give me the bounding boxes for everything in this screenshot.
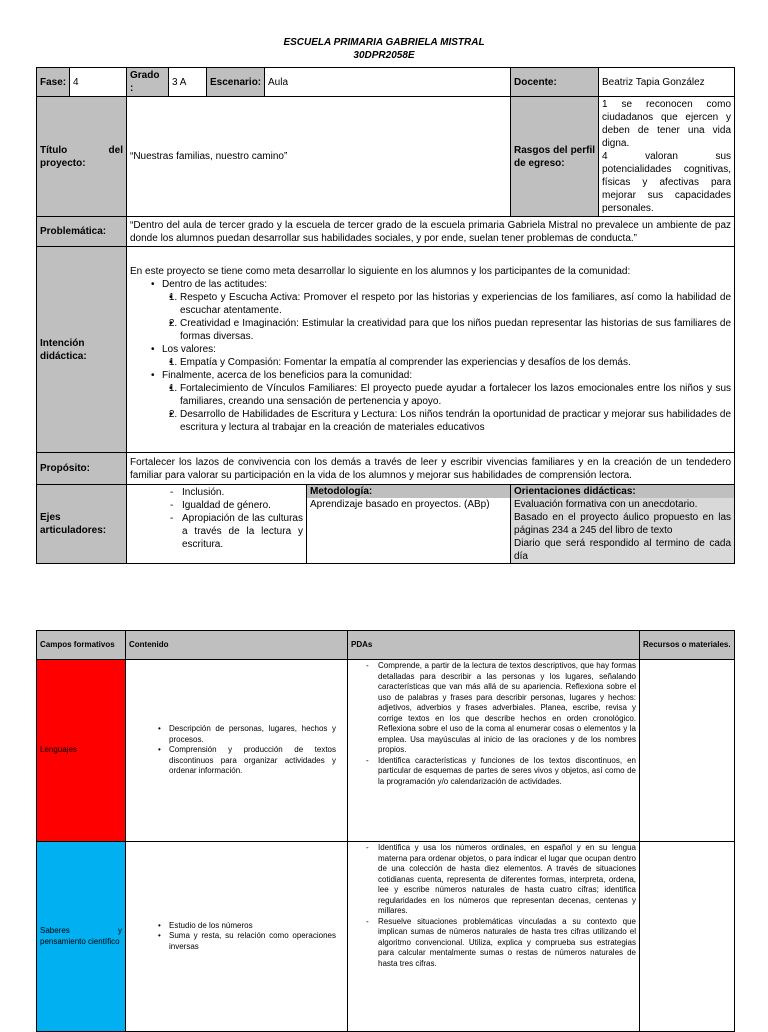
- project-info-table: [36, 67, 735, 564]
- escenario-label: Escenario:: [207, 68, 265, 97]
- intencion-label: Intención didáctica:: [37, 247, 127, 453]
- table-row: [37, 842, 735, 1032]
- contenido-item: • Estudio de los números: [169, 921, 336, 932]
- titulo-label: Título del proyecto:: [37, 97, 127, 217]
- campo-lenguajes: Lenguajes: [37, 660, 126, 842]
- pda-item: - Identifica características y funciones de los textos discontinuos, en particular de esquemas de partes de seres vivos y objetos, así como de la programación y/o calendarización de actividades.: [378, 756, 636, 788]
- contenido-cell: [126, 842, 348, 1032]
- school-name: ESCUELA PRIMARIA GABRIELA MISTRAL: [283, 37, 485, 48]
- ejes-value: [127, 485, 307, 564]
- ejes-label: Ejes articuladores:: [37, 485, 127, 564]
- contenido-cell: [126, 660, 348, 842]
- orientacion-item: Diario que será respondido al termino de cada día: [514, 538, 732, 562]
- escenario-value: Aula: [265, 68, 511, 97]
- actitud-item: • 1. Respeto y Escucha Activa: Promover el respeto por las historias y experiencias de los familiares, así como la habilidad de escuchar atentamente.: [180, 291, 731, 317]
- col-header-recursos: Recursos o materiales.: [640, 631, 735, 660]
- contenido-item: • Comprensión y producción de textos discontinuos para organizar actividades y ordenar información.: [169, 745, 336, 777]
- beneficio-item: • 2. Desarrollo de Habilidades de Escritura y Lectura: Los niños tendrán la oportunidad de practicar y mejorar sus habilidades de escritura y lectura al trabajar en la creación de materiales educativos: [180, 408, 731, 434]
- orientaciones-cell: [511, 485, 735, 564]
- pdas-cell: [348, 842, 640, 1032]
- pdas-cell: [348, 660, 640, 842]
- titulo-value: “Nuestras familias, nuestro camino”: [127, 97, 511, 217]
- formative-fields-table: [36, 630, 735, 1032]
- rasgos-value: 1 se reconocen como ciudadanos que ejercen y deben de tener una vida digna. 4 valoran sus potencialidades cognitivas, físicas y afectivas para mejorar sus capacidades personales.: [599, 97, 735, 217]
- problematica-value: “Dentro del aula de tercer grado y la escuela de tercer grado de la escuela primaria Gabriela Mistral no prevalece un ambiente de paz donde los alumnos puedan desarrollar sus habilidades sociales, y por ende, suelan tener problemas de conducta.”: [127, 217, 735, 247]
- pda-item: - Resuelve situaciones problemáticas vinculadas a su contexto que implican sumas de números naturales de hasta tres cifras utilizando el algoritmo convencional. Utiliza, explica y comprueba sus estrategias para calcular mentalmente sumas o restas de números naturales de hasta tres cifras.: [378, 917, 636, 970]
- beneficios-heading: • Finalmente, acerca de los beneficios para la comunidad: • 1. Fortalecimiento de Vínculos Familiares: El proyecto puede ayudar a fortalecer los lazos emocionales entre los niños y sus familiares, creando una sensación de pertenencia y apoyo. • 2. Desarrollo de Habilidades de Escritura y Lectura: Los niños tendrán la oportunidad de practicar y mejorar sus habilidades de escritura y lectura al trabajar en la creación de materiales educativos: [162, 369, 731, 434]
- fase-value: 4: [70, 68, 127, 97]
- docente-label: Docente:: [511, 68, 599, 97]
- campo-saberes: Saberes y pensamiento científico: [37, 842, 126, 1032]
- metodologia-cell: [307, 485, 511, 564]
- metodologia-value: Aprendizaje basado en proyectos. (ABp): [310, 499, 490, 510]
- orientacion-item: Basado en el proyecto áulico propuesto en las páginas 234 a 245 del libro de texto: [514, 512, 732, 536]
- problematica-label: Problemática:: [37, 217, 127, 247]
- col-header-campos: Campos formativos: [37, 631, 126, 660]
- beneficio-item: • 1. Fortalecimiento de Vínculos Familiares: El proyecto puede ayudar a fortalecer los lazos emocionales entre los niños y sus familiares, creando una sensación de pertenencia y apoyo.: [180, 382, 731, 408]
- contenido-item: • Suma y resta, su relación como operaciones inversas: [169, 931, 336, 952]
- eje-item: - Igualdad de género.: [182, 499, 303, 512]
- actitud-item: • 2. Creatividad e Imaginación: Estimular la creatividad para que los niños puedan representar las historias de sus familiares de formas diversas.: [180, 317, 731, 343]
- valores-heading: • Los valores: • 1. Empatía y Compasión: Fomentar la empatía al comprender las experiencias y desafíos de los demás.: [162, 343, 731, 369]
- metodologia-label: Metodología:: [307, 485, 510, 498]
- actitudes-heading: • Dentro de las actitudes: • 1. Respeto y Escucha Activa: Promover el respeto por las historias y experiencias de los familiares, así como la habilidad de escuchar atentamente. • 2. Creatividad e Imaginación: Estimular la creatividad para que los niños puedan representar las historias de sus familiares de formas diversas.: [162, 278, 731, 343]
- school-code: 30DPR2058E: [353, 50, 415, 61]
- col-header-contenido: Contenido: [126, 631, 348, 660]
- pda-item: - Comprende, a partir de la lectura de textos descriptivos, que hay formas detalladas para describir a las personas y los lugares, señalando características que van más allá de su apariencia. Reflexiona sobre el uso de palabras y frases para describir personas, lugares y hechos: adjetivos, adverbios y frases adverbiales. Planea, escribe, revisa y corrige textos en los que describe hechos en orden cronológico. Reflexiona sobre el uso de la coma al enumerar cosas o elementos y la emplea. Usa mayúsculas al inicio de las oraciones y de los nombres propios.: [378, 661, 636, 756]
- grado-label: Grado :: [127, 68, 169, 97]
- pda-item: - Identifica y usa los números ordinales, en español y en su lengua materna para ordenar objetos, o para indicar el lugar que ocupan dentro de una colección de hasta diez elementos. A través de situaciones cotidianas cuenta, representa de diferentes formas, interpreta, ordena, lee y escribe números naturales de hasta cuatro cifras; identifica regularidades en los números que representan decenas, centenas y millares.: [378, 843, 636, 917]
- fase-label: Fase:: [37, 68, 70, 97]
- valor-item: • 1. Empatía y Compasión: Fomentar la empatía al comprender las experiencias y desafíos de los demás.: [180, 356, 731, 369]
- proposito-value: Fortalecer los lazos de convivencia con los demás a través de leer y escribir vivencias familiares y en la creación de un tendedero familiar para valorar su participación en la vida de los alumnos y mejorar sus habilidades de comprensión lectora.: [127, 453, 735, 485]
- recursos-cell: [640, 842, 735, 1032]
- docente-value: Beatriz Tapia González: [599, 68, 735, 97]
- grado-value: 3 A: [169, 68, 207, 97]
- intencion-intro: En este proyecto se tiene como meta desarrollar lo siguiente en los alumnos y los participantes de la comunidad:: [130, 266, 631, 277]
- recursos-cell: [640, 660, 735, 842]
- rasgos-label: Rasgos del perfil de egreso:: [511, 97, 599, 217]
- col-header-pdas: PDAs: [348, 631, 640, 660]
- eje-item: - Apropiación de las culturas a través de la lectura y escritura.: [182, 512, 303, 551]
- orientacion-item: Evaluación formativa con un anecdotario.: [514, 499, 698, 510]
- proposito-label: Propósito:: [37, 453, 127, 485]
- orientaciones-label: Orientaciones didácticas:: [511, 485, 734, 498]
- table-row: [37, 660, 735, 842]
- eje-item: - Inclusión.: [182, 486, 303, 499]
- intencion-value: [127, 247, 735, 453]
- contenido-item: • Descripción de personas, lugares, hechos y procesos.: [169, 724, 336, 745]
